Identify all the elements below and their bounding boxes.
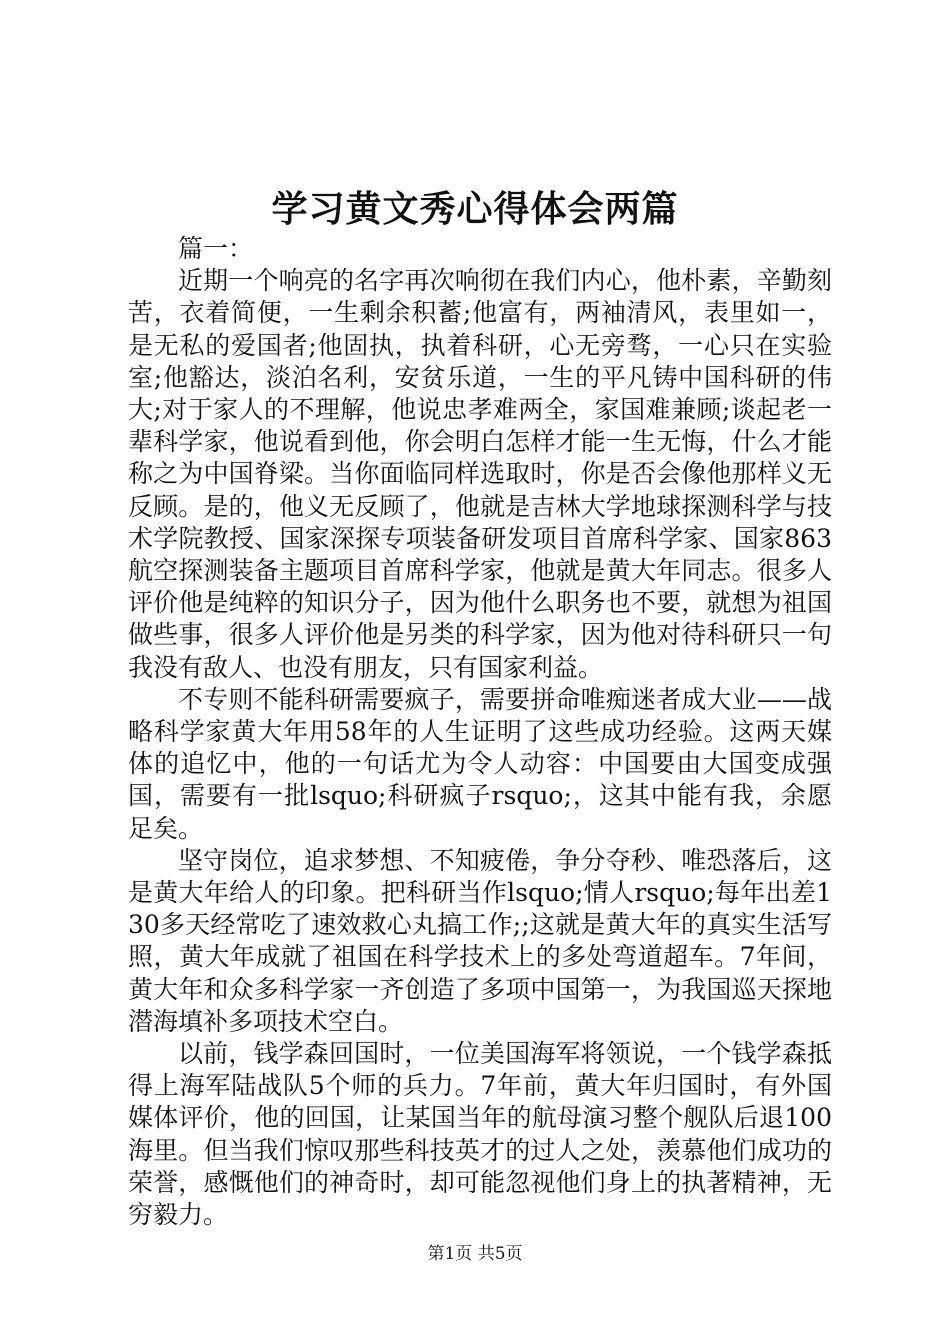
section-label: 篇一： (178, 234, 254, 263)
page-footer (0, 1242, 950, 1266)
paragraph-3: 坚守岗位，追求梦想、不知疲倦，争分夺秒、唯恐落后，这是黄大年给人的印象。把科研当作lsquo;情人rsquo;每年出差130多天经常吃了速效救心丸搞工作;;这就是黄大年的真实生活写照，黄大年成就了祖国在科学技术上的多处弯道超车。7年间，黄大年和众多科学家一齐创造了多项中国第一，为我国巡天探地潜海填补多项技术空白。 (128, 845, 832, 1036)
paragraph-4: 以前，钱学森回国时，一位美国海军将领说，一个钱学森抵得上海军陆战队5个师的兵力。7年前，黄大年归国时，有外国媒体评价，他的回国，让某国当年的航母演习整个舰队后退100海里。但当我们惊叹那些科技英才的过人之处，羡慕他们成功的荣誉，感慨他们的神奇时，却可能忽视他们身上的执著精神，无穷毅力。 (128, 1039, 832, 1230)
paragraph-2: 不专则不能科研需要疯子，需要拼命唯痴迷者成大业——战略科学家黄大年用58年的人生证明了这些成功经验。这两天媒体的追忆中，他的一句话尤为令人动容：中国要由大国变成强国，需要有一批lsquo;科研疯子rsquo;，这其中能有我，余愿足矣。 (128, 684, 832, 843)
document-title: 学习黄文秀心得体会两篇 (271, 189, 679, 230)
paragraph-1: 近期一个响亮的名字再次响彻在我们内心，他朴素，辛勤刻苦，衣着简便，一生剩余积蓄;他富有，两袖清风，表里如一，是无私的爱国者;他固执，执着科研，心无旁骛，一心只在实验室;他豁达，淡泊名利，安贫乐道，一生的平凡铸中国科研的伟大;对于家人的不理解，他说忠孝难两全，家国难兼顾;谈起老一辈科学家，他说看到他，你会明白怎样才能一生无悔，什么才能称之为中国脊梁。当你面临同样选取时，你是否会像他那样义无反顾。是的，他义无反顾了，他就是吉林大学地球探测科学与技术学院教授、国家深探专项装备研发项目首席科学家、国家863航空探测装备主题项目首席科学家，他就是黄大年同志。很多人评价他是纯粹的知识分子，因为他什么职务也不要，就想为祖国做些事，很多人评价他是另类的科学家，因为他对待科研只一句我没有敌人、也没有朋友，只有国家利益。 (128, 266, 832, 682)
document-body (128, 233, 832, 1231)
page-indicator: 第1页 共5页 (427, 1244, 523, 1264)
